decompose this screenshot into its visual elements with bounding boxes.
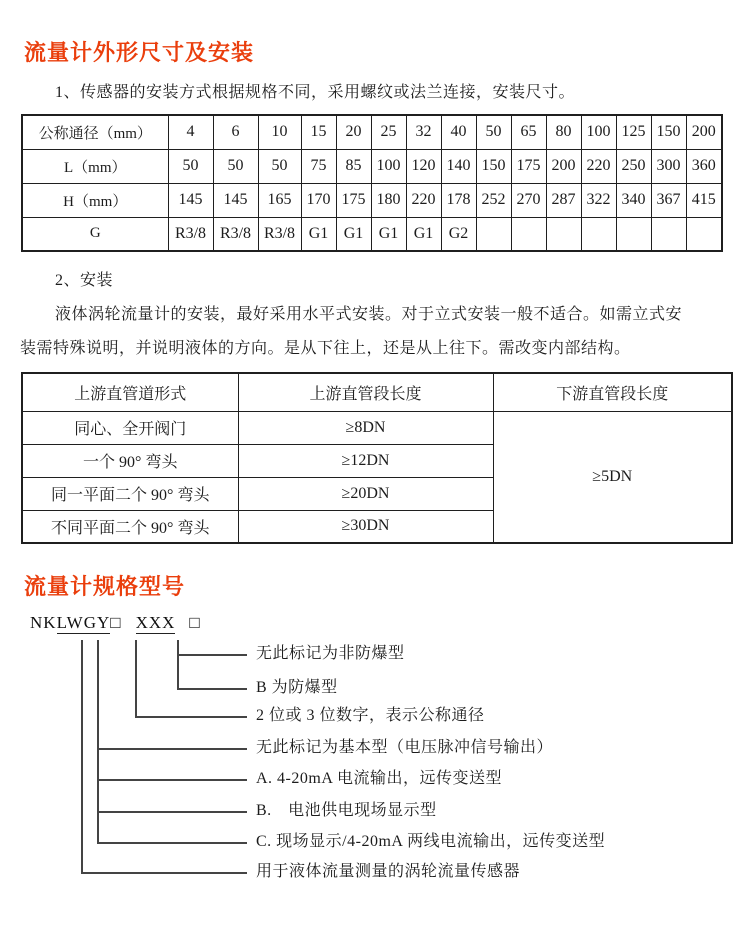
model-label-sensor-use: 用于液体流量测量的涡轮流量传感器: [256, 863, 521, 880]
cell: ≥12DN: [238, 444, 493, 477]
cell: 150: [651, 115, 686, 149]
table-row: [22, 149, 722, 183]
connector-line: [177, 688, 247, 690]
cell: 25: [371, 115, 406, 149]
cell: 170: [301, 183, 336, 217]
downstream-merged-cell: ≥5DN: [493, 411, 732, 543]
model-label-diameter-digits: 2 位或 3 位数字，表示公称通径: [256, 707, 485, 724]
cell: 200: [546, 149, 581, 183]
paragraph-install-line2: 装需特殊说明，并说明液体的方向。是从下往上，还是从上往下。需改变内部结构。: [20, 340, 631, 357]
cell: 145: [213, 183, 258, 217]
connector-line: [97, 640, 99, 844]
cell: 65: [511, 115, 546, 149]
cell: 367: [651, 183, 686, 217]
dimensions-table: [21, 114, 723, 252]
row-label: 公称通径（mm）: [22, 115, 168, 149]
cell: 10: [258, 115, 301, 149]
column-header: 上游直管段长度: [238, 373, 493, 411]
cell: [511, 217, 546, 251]
cell: 85: [336, 149, 371, 183]
cell: [476, 217, 511, 251]
connector-line: [135, 716, 247, 718]
connector-line: [81, 872, 247, 874]
connector-line: [97, 748, 247, 750]
cell: 252: [476, 183, 511, 217]
cell: 270: [511, 183, 546, 217]
cell: G1: [371, 217, 406, 251]
cell: 80: [546, 115, 581, 149]
connector-line: [97, 811, 247, 813]
cell: 4: [168, 115, 213, 149]
cell: 32: [406, 115, 441, 149]
paragraph-install-line1: 液体涡轮流量计的安装，最好采用水平式安装。对于立式安装一般不适合。如需立式安: [55, 306, 683, 323]
section-heading-model: 流量计规格型号: [24, 574, 186, 599]
cell: 50: [168, 149, 213, 183]
cell: 220: [581, 149, 616, 183]
row-label: G: [22, 217, 168, 251]
connector-line: [135, 640, 137, 718]
cell: 180: [371, 183, 406, 217]
model-size-code: XXX: [135, 613, 176, 632]
cell: ≥8DN: [238, 411, 493, 444]
cell: 287: [546, 183, 581, 217]
cell: 140: [441, 149, 476, 183]
cell: 145: [168, 183, 213, 217]
cell: 15: [301, 115, 336, 149]
cell: 同心、全开阀门: [22, 411, 238, 444]
cell: G2: [441, 217, 476, 251]
model-label-non-explosionproof: 无此标记为非防爆型: [256, 645, 405, 662]
model-box2: □: [189, 613, 201, 632]
model-box1: □: [110, 613, 122, 632]
cell: 300: [651, 149, 686, 183]
cell: R3/8: [168, 217, 213, 251]
cell: 322: [581, 183, 616, 217]
cell: 40: [441, 115, 476, 149]
cell: 175: [336, 183, 371, 217]
cell: 120: [406, 149, 441, 183]
table-row: [22, 217, 722, 251]
cell: 100: [581, 115, 616, 149]
cell: 75: [301, 149, 336, 183]
cell: 178: [441, 183, 476, 217]
cell: G1: [301, 217, 336, 251]
cell: 150: [476, 149, 511, 183]
cell: 20: [336, 115, 371, 149]
connector-line: [97, 842, 247, 844]
straight-pipe-table: [21, 372, 733, 544]
cell: ≥30DN: [238, 510, 493, 543]
sub-heading-install: 2、安装: [55, 272, 114, 289]
cell: R3/8: [213, 217, 258, 251]
cell: 6: [213, 115, 258, 149]
model-label-explosionproof: B 为防爆型: [256, 679, 338, 696]
cell: [616, 217, 651, 251]
cell: G1: [336, 217, 371, 251]
section-heading-dimensions: 流量计外形尺寸及安装: [24, 40, 255, 65]
cell: G1: [406, 217, 441, 251]
row-label: L（mm）: [22, 149, 168, 183]
row-label: H（mm）: [22, 183, 168, 217]
model-label-basic-type: 无此标记为基本型（电压脉冲信号输出）: [256, 739, 554, 756]
connector-line: [97, 779, 247, 781]
model-code: [30, 613, 201, 633]
cell: 220: [406, 183, 441, 217]
cell: 100: [371, 149, 406, 183]
table-row: [22, 373, 732, 411]
cell: 200: [686, 115, 722, 149]
cell: [686, 217, 722, 251]
cell: ≥20DN: [238, 477, 493, 510]
cell: 一个 90° 弯头: [22, 444, 238, 477]
cell: 250: [616, 149, 651, 183]
connector-line: [177, 654, 247, 656]
cell: [651, 217, 686, 251]
model-type-code: LWGY: [56, 613, 111, 632]
cell: 340: [616, 183, 651, 217]
cell: 125: [616, 115, 651, 149]
paragraph-sensor-install: 1、传感器的安装方式根据规格不同，采用螺纹或法兰连接，安装尺寸。: [55, 84, 576, 101]
model-label-output-c: C. 现场显示/4-20mA 两线电流输出，远传变送型: [256, 833, 606, 850]
cell: 50: [476, 115, 511, 149]
cell: 不同平面二个 90° 弯头: [22, 510, 238, 543]
table-row: [22, 411, 732, 444]
model-label-output-b: B. 电池供电现场显示型: [256, 802, 437, 819]
cell: 360: [686, 149, 722, 183]
connector-line: [81, 640, 83, 874]
model-label-output-a: A. 4-20mA 电流输出，远传变送型: [256, 770, 503, 787]
cell: 同一平面二个 90° 弯头: [22, 477, 238, 510]
cell: 415: [686, 183, 722, 217]
table-row: [22, 115, 722, 149]
cell: [546, 217, 581, 251]
column-header: 上游直管道形式: [22, 373, 238, 411]
model-prefix: NK: [30, 613, 57, 632]
cell: 50: [213, 149, 258, 183]
table-row: [22, 183, 722, 217]
cell: 175: [511, 149, 546, 183]
connector-line: [177, 640, 179, 690]
cell: 165: [258, 183, 301, 217]
cell: 50: [258, 149, 301, 183]
cell: R3/8: [258, 217, 301, 251]
column-header: 下游直管段长度: [493, 373, 732, 411]
cell: [581, 217, 616, 251]
